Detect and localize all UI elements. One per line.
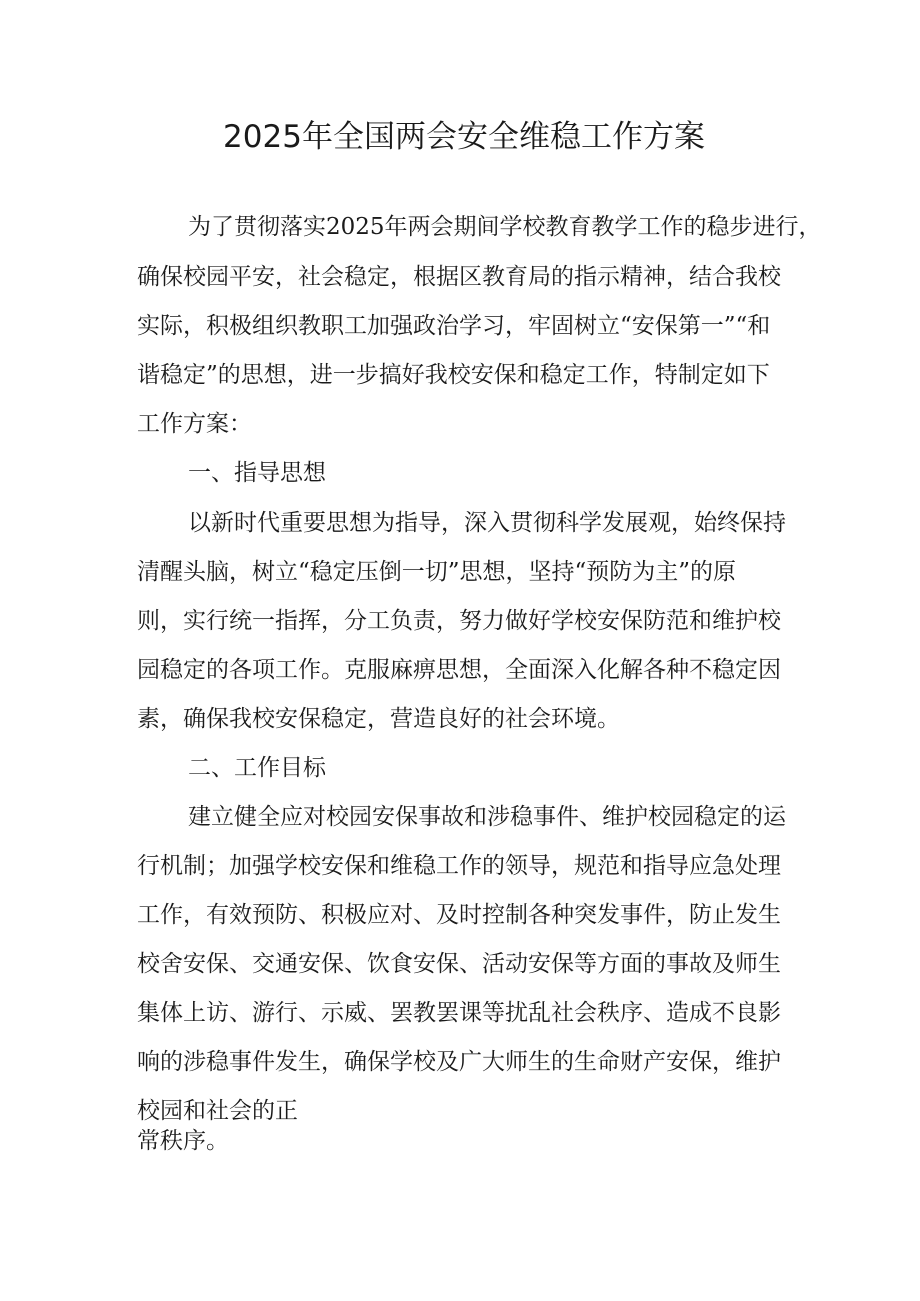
section2-line: 响的涉稳事件发生，确保学校及广大师生的生命财产安保，维护 xyxy=(137,1049,781,1075)
intro-line: 确保校园平安，社会稳定，根据区教育局的指示精神，结合我校 xyxy=(137,264,781,290)
section2-line: 常秩序。 xyxy=(137,1128,229,1154)
section1-line: 素，确保我校安保稳定，营造良好的社会环境。 xyxy=(137,706,620,732)
section2-line: 建立健全应对校园安保事故和涉稳事件、维护校园稳定的运 xyxy=(188,804,786,830)
intro-line: 工作方案： xyxy=(137,411,252,437)
section-heading-guiding-ideology: 一、指导思想 xyxy=(188,460,326,486)
section2-line: 集体上访、游行、示威、罢教罢课等扰乱社会秩序、造成不良影 xyxy=(137,1000,781,1026)
document-title: 2025年全国两会安全维稳工作方案 xyxy=(223,119,705,155)
intro-line: 实际，积极组织教职工加强政治学习，牢固树立“安保第一”“和 xyxy=(137,313,771,339)
section1-line: 清醒头脑，树立“稳定压倒一切”思想，坚持“预防为主”的原 xyxy=(137,559,737,585)
section1-line: 则，实行统一指挥，分工负责，努力做好学校安保防范和维护校 xyxy=(137,608,781,634)
intro-line: 为了贯彻落实2025年两会期间学校教育教学工作的稳步进行， xyxy=(188,214,822,240)
section2-line: 行机制；加强学校安保和维稳工作的领导，规范和指导应急处理 xyxy=(137,853,781,879)
section2-line: 工作，有效预防、积极应对、及时控制各种突发事件，防止发生 xyxy=(137,902,781,928)
section-heading-work-goals: 二、工作目标 xyxy=(188,755,326,781)
intro-line: 谐稳定”的思想，进一步搞好我校安保和稳定工作，特制定如下 xyxy=(137,362,770,388)
section1-line: 以新时代重要思想为指导，深入贯彻科学发展观，始终保持 xyxy=(188,510,786,536)
section1-line: 园稳定的各项工作。克服麻痹思想，全面深入化解各种不稳定因 xyxy=(137,657,781,683)
section2-line: 校舍安保、交通安保、饮食安保、活动安保等方面的事故及师生 xyxy=(137,951,781,977)
section2-line: 校园和社会的正 xyxy=(137,1098,298,1124)
